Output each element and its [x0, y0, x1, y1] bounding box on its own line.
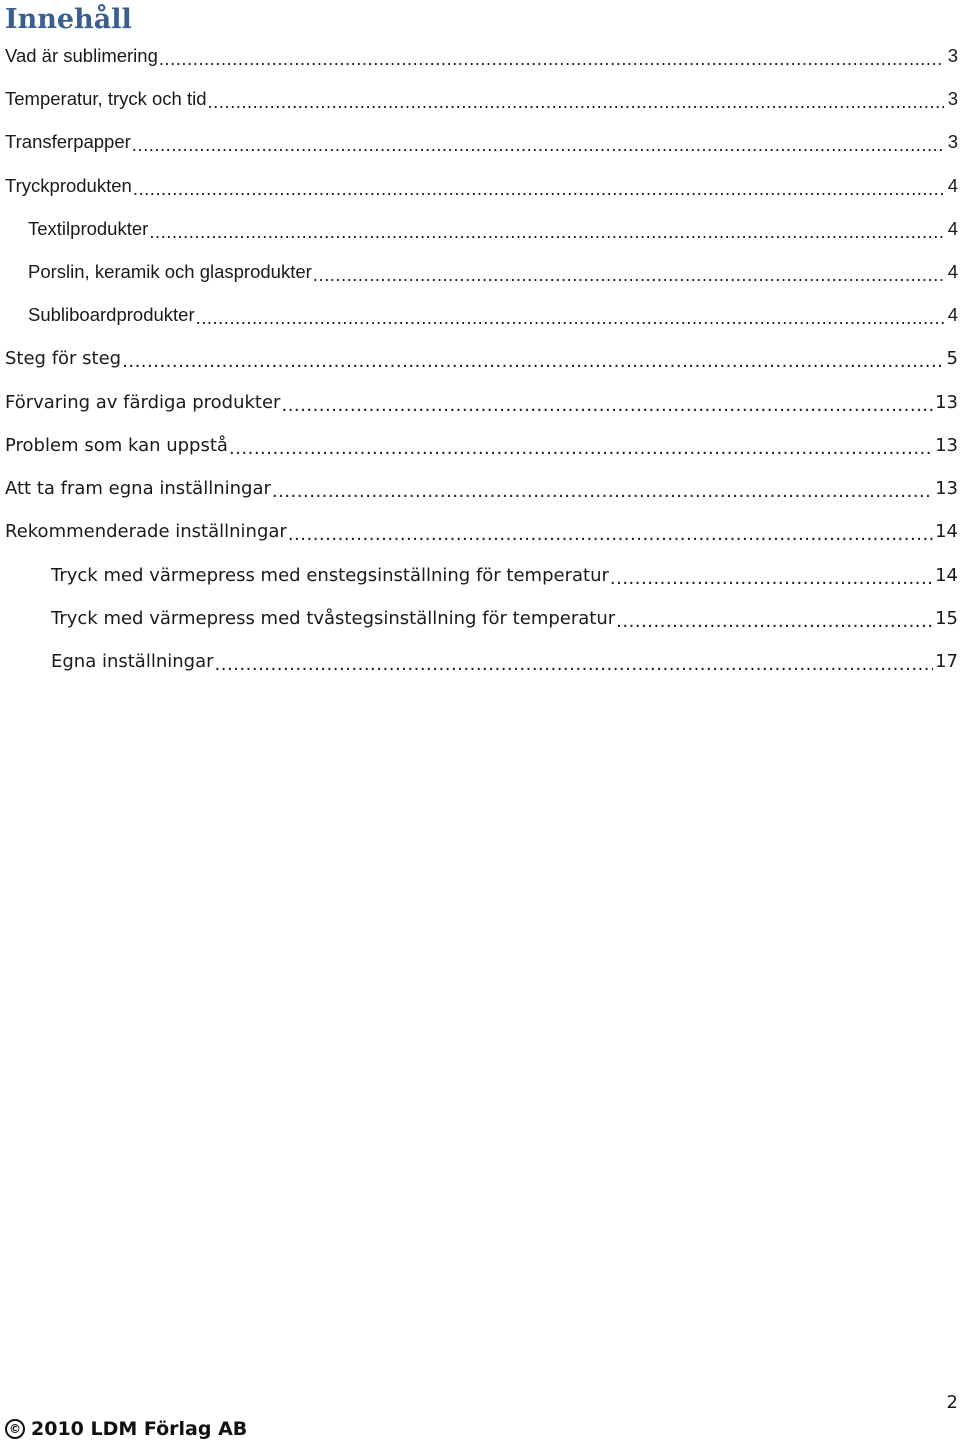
toc-entry[interactable] — [0, 294, 960, 337]
toc-entry[interactable] — [0, 424, 960, 467]
toc-entry[interactable] — [0, 164, 960, 207]
toc-dot-leader — [288, 524, 933, 545]
toc-entry-label: Tryck med värmepress med enstegsinställning för temperatur — [51, 564, 609, 586]
toc-entry-page: 14 — [935, 564, 958, 586]
toc-entry-label: Temperatur, tryck och tid — [5, 87, 207, 109]
toc-entry[interactable] — [0, 34, 960, 77]
toc-entry-label: Egna inställningar — [51, 651, 214, 673]
toc-dot-leader — [610, 568, 933, 589]
toc-dot-leader — [133, 178, 944, 200]
toc-entry[interactable] — [0, 250, 960, 293]
toc-entry-page: 3 — [947, 44, 958, 66]
toc-entry-page: 17 — [935, 651, 958, 673]
toc-entry-label: Textilprodukter — [28, 217, 149, 239]
toc-entry-page: 4 — [947, 174, 958, 196]
toc-entry[interactable] — [0, 597, 960, 640]
toc-entry-label: Problem som kan uppstå — [5, 434, 228, 456]
toc-entry-page: 3 — [947, 131, 958, 153]
toc-dot-leader — [196, 307, 944, 329]
toc-dot-leader — [208, 91, 944, 113]
toc-entry-page: 13 — [935, 391, 958, 413]
toc-entry-label: Tryckprodukten — [5, 174, 132, 196]
toc-entry-page: 4 — [947, 304, 958, 326]
toc-entry-page: 13 — [935, 434, 958, 456]
toc-dot-leader — [229, 438, 933, 459]
toc-dot-leader — [159, 48, 944, 70]
toc-entry-label: Förvaring av färdiga produkter — [5, 391, 281, 413]
toc-dot-leader — [215, 654, 934, 675]
toc-dot-leader — [616, 611, 933, 632]
toc-entry-page: 4 — [947, 261, 958, 283]
toc-dot-leader — [281, 395, 933, 416]
toc-dot-leader — [122, 351, 944, 372]
toc-entry-page: 13 — [935, 478, 958, 500]
toc-entry[interactable] — [0, 337, 960, 380]
toc-title: Innehåll — [5, 4, 132, 35]
toc-entry-page: 4 — [947, 217, 958, 239]
toc-entry-page: 3 — [947, 87, 958, 109]
toc-dot-leader — [149, 221, 944, 243]
footer-text: 2010 LDM Förlag AB — [31, 1418, 248, 1440]
toc-entry-label: Rekommenderade inställningar — [5, 521, 287, 543]
toc-entry-label: Subliboardprodukter — [28, 304, 195, 326]
toc-entry[interactable] — [0, 207, 960, 250]
toc-entry[interactable] — [0, 554, 960, 597]
footer — [5, 1418, 247, 1440]
toc-entry[interactable] — [0, 510, 960, 553]
toc-entry[interactable] — [0, 380, 960, 423]
toc-entry[interactable] — [0, 640, 960, 683]
toc-entry-page: 5 — [946, 348, 958, 370]
toc-entry-page: 14 — [935, 521, 958, 543]
toc-entry-label: Transferpapper — [5, 131, 131, 153]
toc-entry[interactable] — [0, 467, 960, 510]
toc-entry[interactable] — [0, 77, 960, 120]
toc-entry-page: 15 — [935, 608, 958, 629]
toc-dot-leader — [132, 134, 944, 156]
toc-entry[interactable] — [0, 121, 960, 164]
toc-entry-label: Steg för steg — [5, 348, 122, 370]
toc-entry-label: Vad är sublimering — [5, 44, 158, 66]
copyright-icon: © — [5, 1419, 25, 1439]
toc-dot-leader — [313, 264, 944, 286]
table-of-contents — [0, 34, 960, 683]
toc-dot-leader — [272, 481, 933, 502]
toc-entry-label: Att ta fram egna inställningar — [5, 478, 271, 500]
toc-entry-label: Porslin, keramik och glasprodukter — [28, 261, 312, 283]
toc-entry-label: Tryck med värmepress med tvåstegsinställning för temperatur — [51, 608, 616, 629]
page-number: 2 — [946, 1392, 958, 1413]
